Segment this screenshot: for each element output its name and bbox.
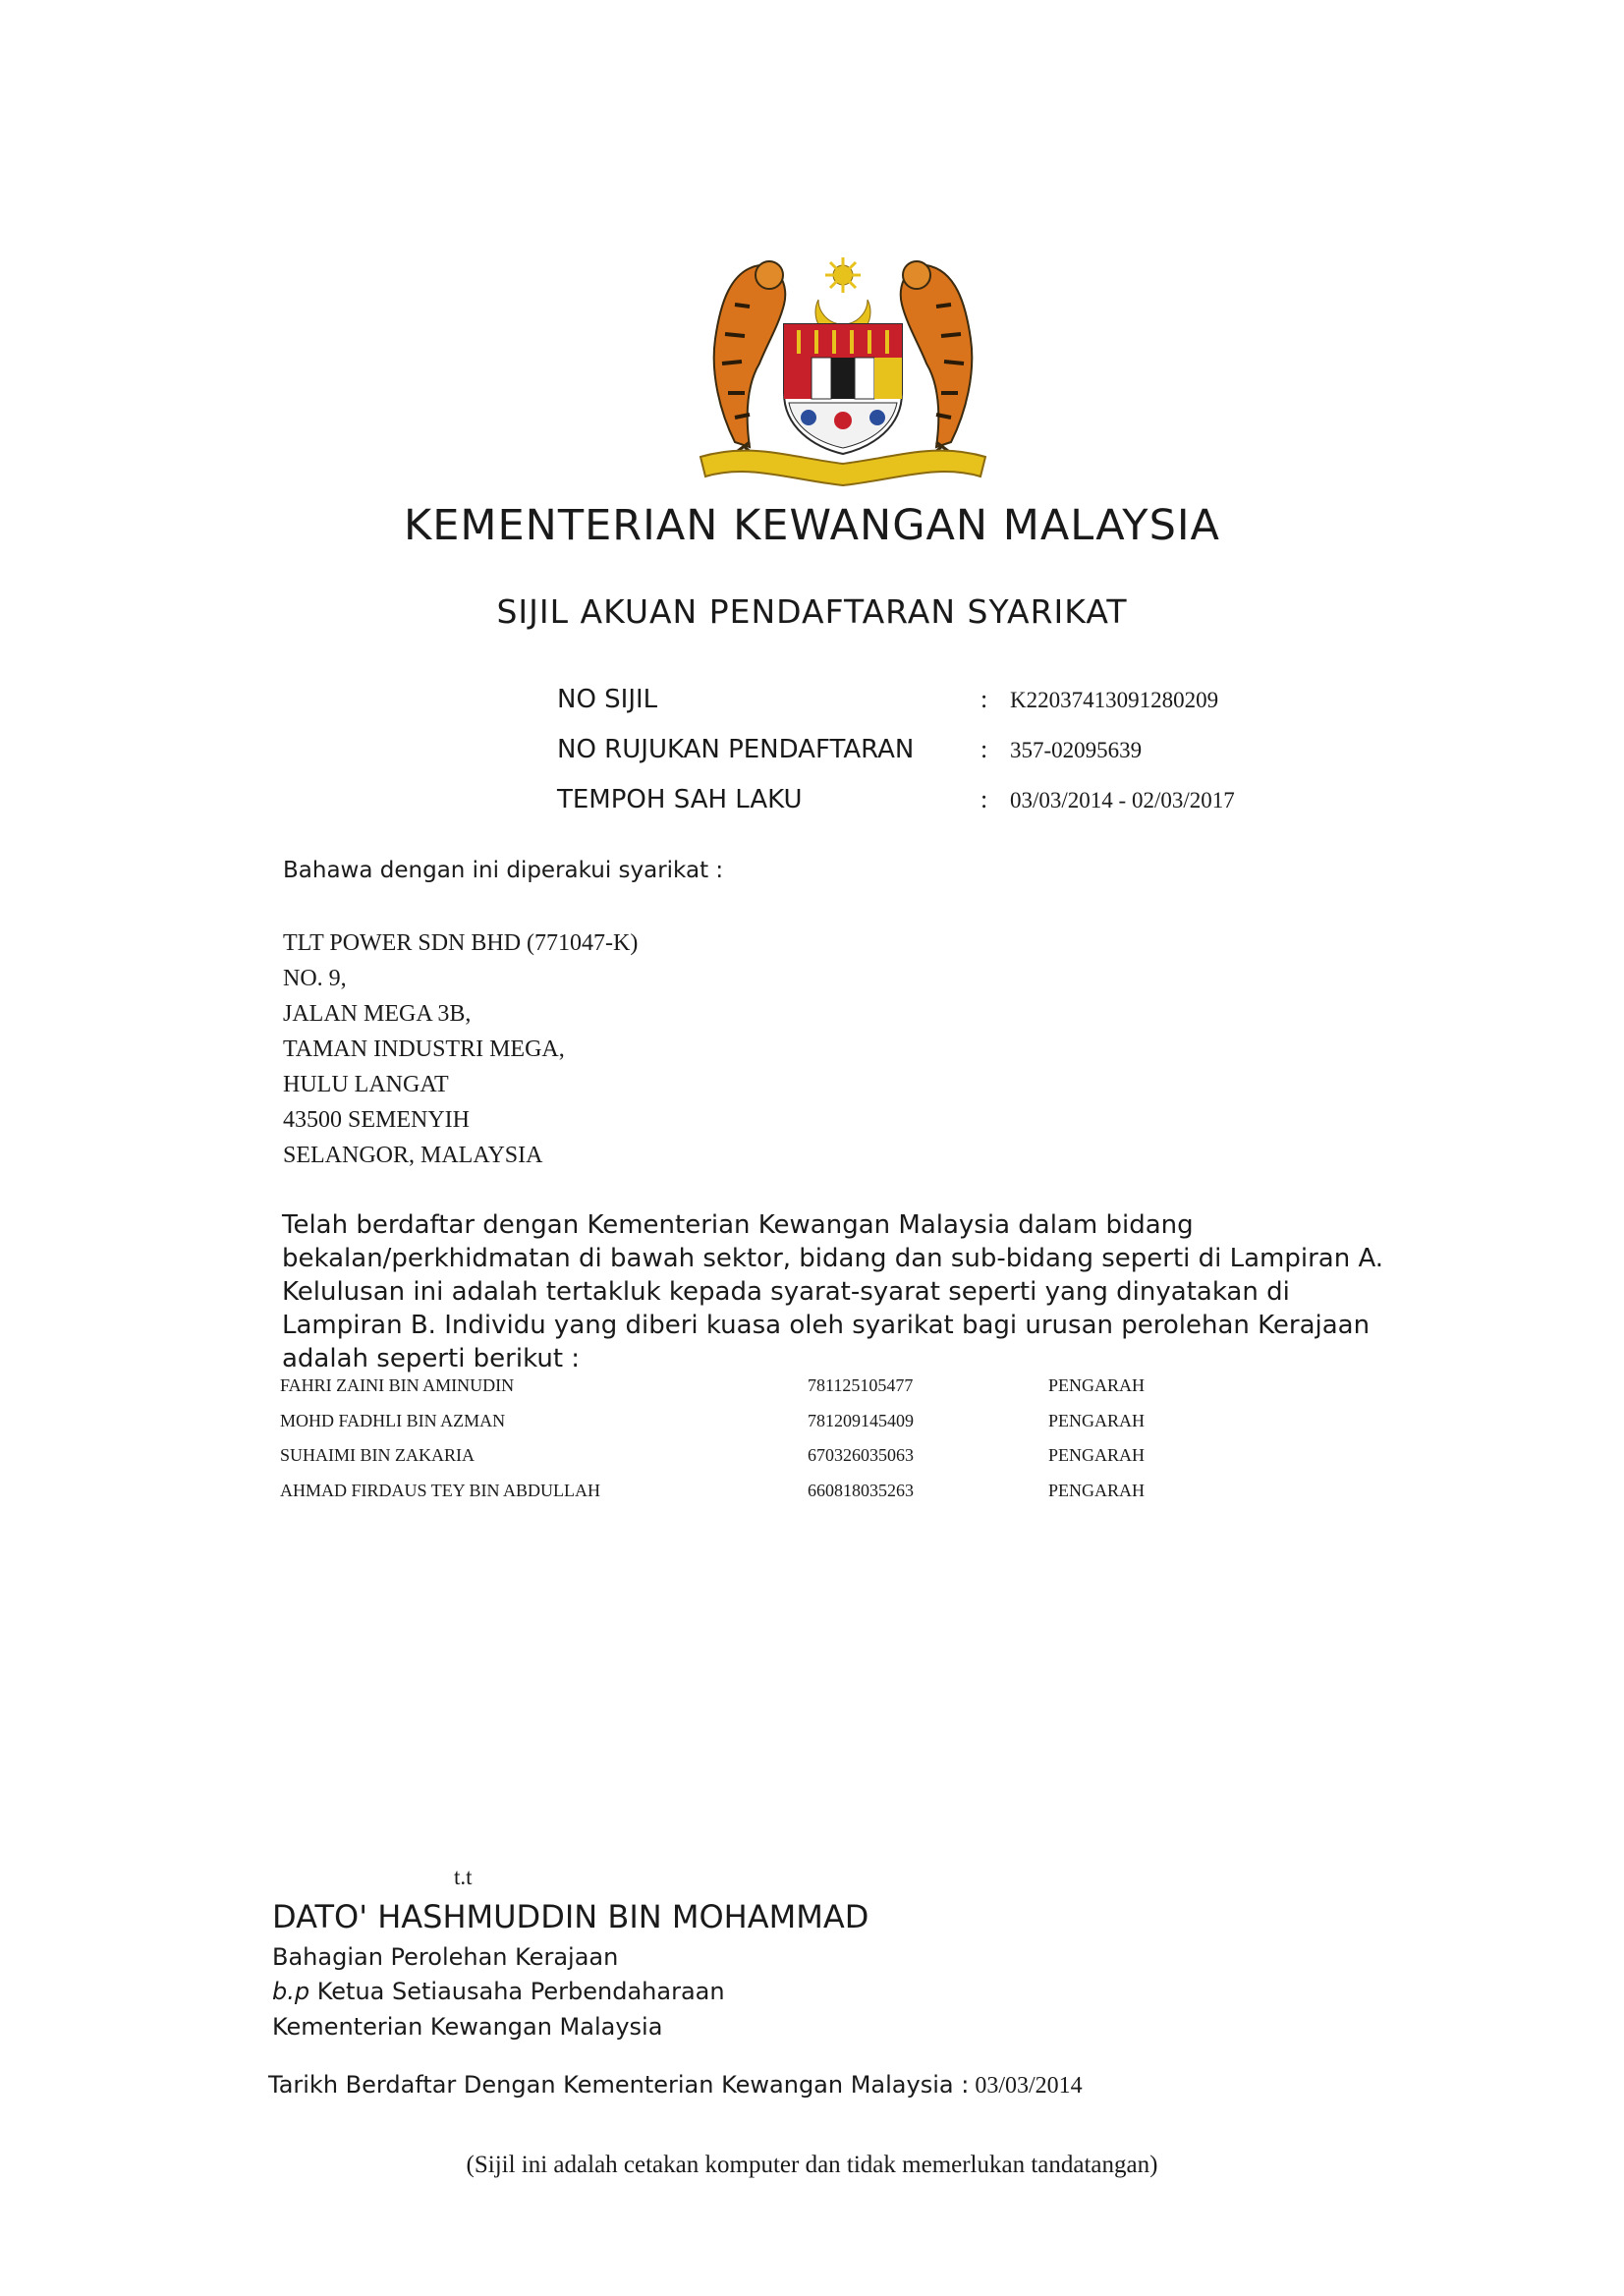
right-tiger-icon — [901, 261, 973, 460]
person-ic: 781125105477 — [808, 1375, 914, 1395]
cert-number-value: K22037413091280209 — [1010, 688, 1219, 712]
person-ic: 670326035063 — [808, 1445, 914, 1465]
certificate-title: SIJIL AKUAN PENDAFTARAN SYARIKAT — [496, 592, 1128, 631]
signatory-bp-line — [272, 1978, 725, 2005]
validity-period-colon: : — [980, 785, 988, 813]
person-role: PENGARAH — [1048, 1481, 1146, 1500]
bp-title: Ketua Setiausaha Perbendaharaan — [316, 1978, 725, 2005]
ministry-title: KEMENTERIAN KEWANGAN MALAYSIA — [404, 501, 1220, 550]
address-line: TAMAN INDUSTRI MEGA, — [283, 1036, 565, 1062]
registration-date-row — [268, 2071, 1083, 2100]
signatory-ministry: Kementerian Kewangan Malaysia — [272, 2013, 663, 2041]
bp-prefix: b.p — [272, 1978, 310, 2005]
person-role: PENGARAH — [1048, 1445, 1146, 1465]
person-name: MOHD FADHLI BIN AZMAN — [280, 1411, 506, 1430]
person-role: PENGARAH — [1048, 1375, 1146, 1395]
computer-print-note: (Sijil ini adalah cetakan komputer dan tidak memerlukan tandatangan) — [466, 2152, 1158, 2178]
cert-number-label: NO SIJIL — [557, 685, 658, 714]
validity-period-label: TEMPOH SAH LAKU — [557, 785, 803, 814]
person-ic: 781209145409 — [808, 1411, 914, 1430]
signatory-division: Bahagian Perolehan Kerajaan — [272, 1943, 619, 1971]
address-line: SELANGOR, MALAYSIA — [283, 1143, 543, 1168]
intro-statement: Bahawa dengan ini diperakui syarikat : — [283, 858, 724, 883]
person-name: SUHAIMI BIN ZAKARIA — [280, 1445, 475, 1465]
shield-icon — [784, 324, 902, 454]
registration-ref-label: NO RUJUKAN PENDAFTARAN — [557, 735, 915, 764]
address-line: HULU LANGAT — [283, 1072, 449, 1097]
registration-ref-colon: : — [980, 735, 988, 763]
registration-date-label: Tarikh Berdaftar Dengan Kementerian Kewangan Malaysia : — [268, 2071, 970, 2099]
person-role: PENGARAH — [1048, 1411, 1146, 1430]
cert-number-colon: : — [980, 685, 988, 713]
coat-of-arms-crest — [691, 246, 995, 491]
validity-period-value: 03/03/2014 - 02/03/2017 — [1010, 788, 1235, 812]
registration-date-value: 03/03/2014 — [975, 2073, 1083, 2099]
registration-paragraph: Telah berdaftar dengan Kementerian Kewangan Malaysia dalam bidang bekalan/perkhidmatan di bawah sektor, bidang dan sub-bidang seperti di Lampiran A. Kelulusan ini adalah tertakluk kepada syarat-syarat seperti yang dinyatakan di Lampiran B. Individu yang diberi kuasa oleh syarikat bagi urusan perolehan Kerajaan adalah seperti berikut : — [282, 1210, 1384, 1373]
address-line: NO. 9, — [283, 966, 347, 991]
address-line: JALAN MEGA 3B, — [283, 1001, 472, 1027]
person-name: AHMAD FIRDAUS TEY BIN ABDULLAH — [280, 1481, 601, 1500]
company-name: TLT POWER SDN BHD (771047-K) — [283, 930, 639, 956]
person-ic: 660818035263 — [808, 1481, 914, 1500]
signature-tt: t.t — [454, 1865, 473, 1889]
left-tiger-icon — [714, 261, 786, 460]
signatory-name: DATO' HASHMUDDIN BIN MOHAMMAD — [272, 1898, 869, 1935]
person-name: FAHRI ZAINI BIN AMINUDIN — [280, 1375, 515, 1395]
registration-ref-value: 357-02095639 — [1010, 738, 1143, 762]
motto-ribbon — [700, 451, 985, 485]
address-line: 43500 SEMENYIH — [283, 1107, 470, 1133]
